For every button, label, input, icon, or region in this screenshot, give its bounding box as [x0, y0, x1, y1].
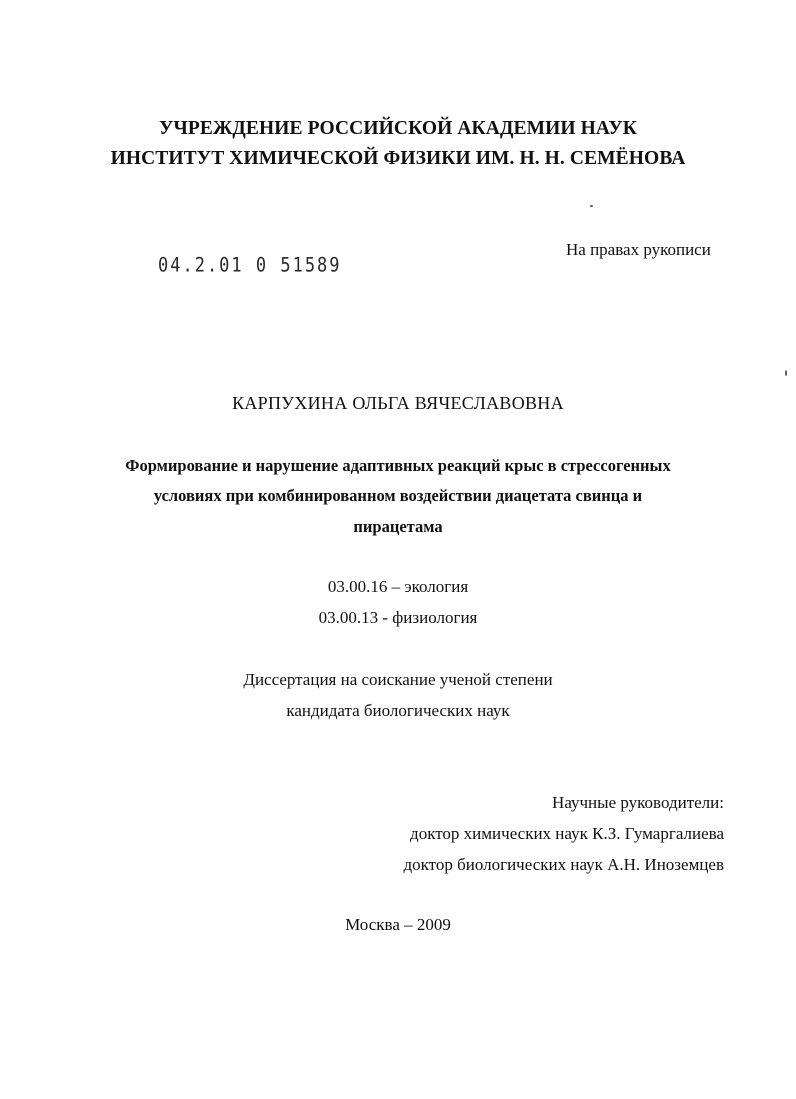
title-line-2: условиях при комбинированном воздействии диацетата свинца и [153, 486, 643, 505]
rights-note: На правах рукописи [566, 240, 711, 259]
scan-speck [590, 205, 593, 207]
author-name: КАРПУХИНА ОЛЬГА ВЯЧЕСЛАВОВНА [232, 393, 564, 413]
title-line-3: пирацетама [353, 517, 443, 536]
dissertation-line-1: Диссертация на соискание ученой степени [243, 670, 553, 689]
supervisor-1: доктор химических наук К.З. Гумаргалиева [410, 824, 724, 843]
institution-line-1: УЧРЕЖДЕНИЕ РОССИЙСКОЙ АКАДЕМИИ НАУК [159, 118, 637, 139]
specialty-physiology: 03.00.13 - физиология [318, 608, 478, 627]
dissertation-line-2: кандидата биологических наук [286, 701, 510, 720]
specialty-ecology: 03.00.16 – экология [327, 577, 469, 596]
city-year: Москва – 2009 [345, 915, 451, 934]
supervisors-heading: Научные руководители: [552, 793, 724, 812]
stamp-number: 04.2.01 0 51589 [158, 254, 342, 277]
institution-line-2: ИНСТИТУТ ХИМИЧЕСКОЙ ФИЗИКИ ИМ. Н. Н. СЕМЁНОВА [110, 148, 686, 169]
scan-speck [785, 370, 787, 376]
supervisor-2: доктор биологических наук А.Н. Иноземцев [403, 855, 724, 874]
title-line-1: Формирование и нарушение адаптивных реакций крыс в стрессогенных [125, 456, 671, 475]
